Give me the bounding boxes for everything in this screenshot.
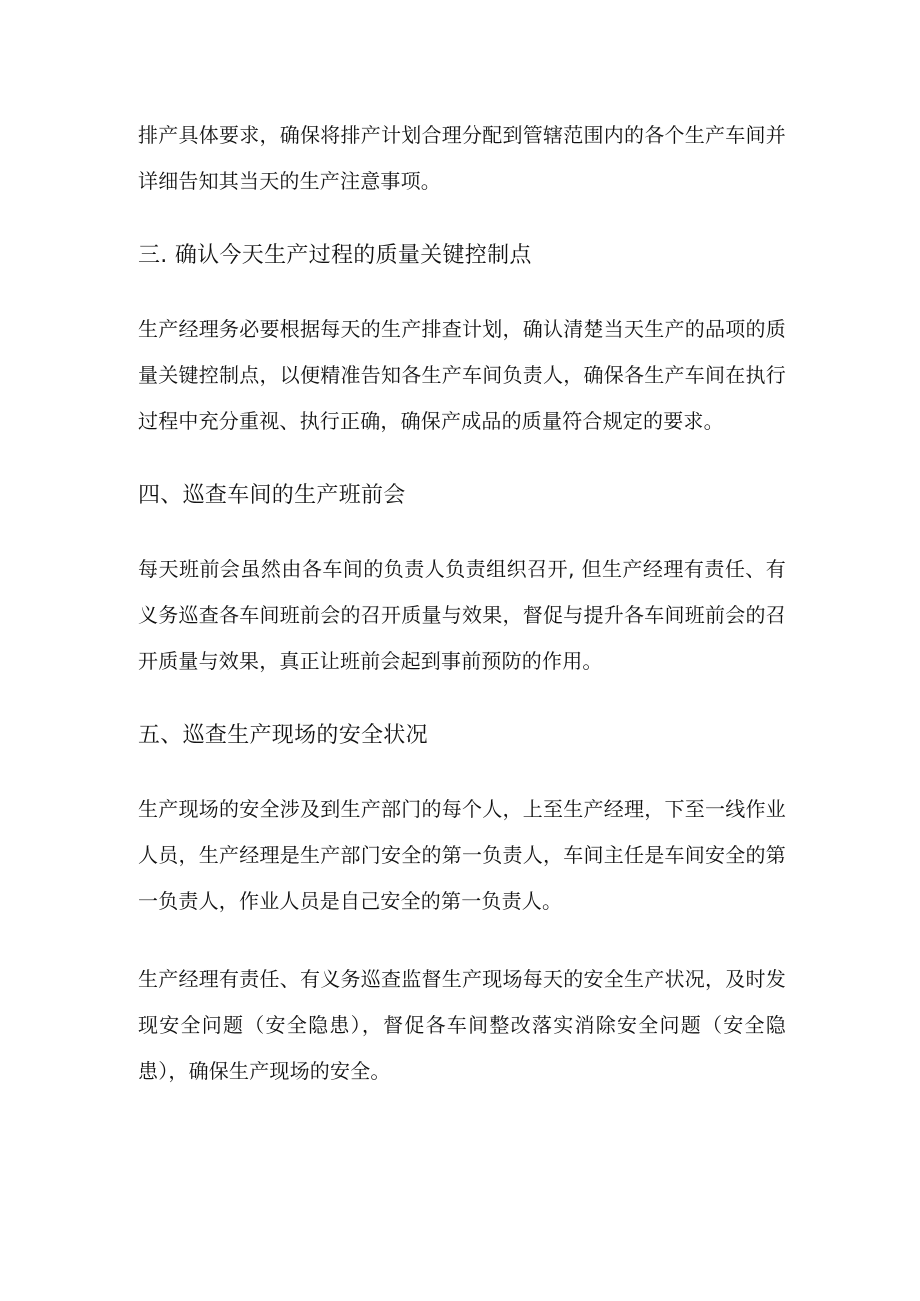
paragraph-production-scheduling: 排产具体要求，确保将排产计划合理分配到管辖范围内的各个生产车间并详细告知其当天的生产注意事项。 [138, 123, 786, 193]
heading-section-5: 五、巡查生产现场的安全状况 [138, 723, 428, 748]
paragraph-safety-responsibility: 生产现场的安全涉及到生产部门的每个人，上至生产经理，下至一线作业人员，生产经理是生产部门安全的第一负责人，车间主任是车间安全的第一负责人，作业人员是自己安全的第一负责人。 [138, 797, 786, 913]
document-page [138, 112, 786, 1094]
paragraph-safety-inspection: 生产经理有责任、有义务巡查监督生产现场每天的安全生产状况，及时发现安全问题（安全隐患），督促各车间整改落实消除安全问题（安全隐患），确保生产现场的安全。 [138, 967, 786, 1083]
paragraph-quality-control-points: 生产经理务必要根据每天的生产排查计划，确认清楚当天生产的品项的质量关键控制点，以便精准告知各生产车间负责人，确保各生产车间在执行过程中充分重视、执行正确，确保产成品的质量符合规定的要求。 [138, 317, 786, 433]
paragraph-pre-shift-meeting: 每天班前会虽然由各车间的负责人负责组织召开, 但生产经理有责任、有义务巡查各车间班前会的召开质量与效果，督促与提升各车间班前会的召开质量与效果，真正让班前会起到事前预防的作用。 [138, 557, 786, 673]
heading-section-4: 四、巡查车间的生产班前会 [138, 483, 406, 508]
heading-section-3: 三. 确认今天生产过程的质量关键控制点 [138, 243, 532, 268]
